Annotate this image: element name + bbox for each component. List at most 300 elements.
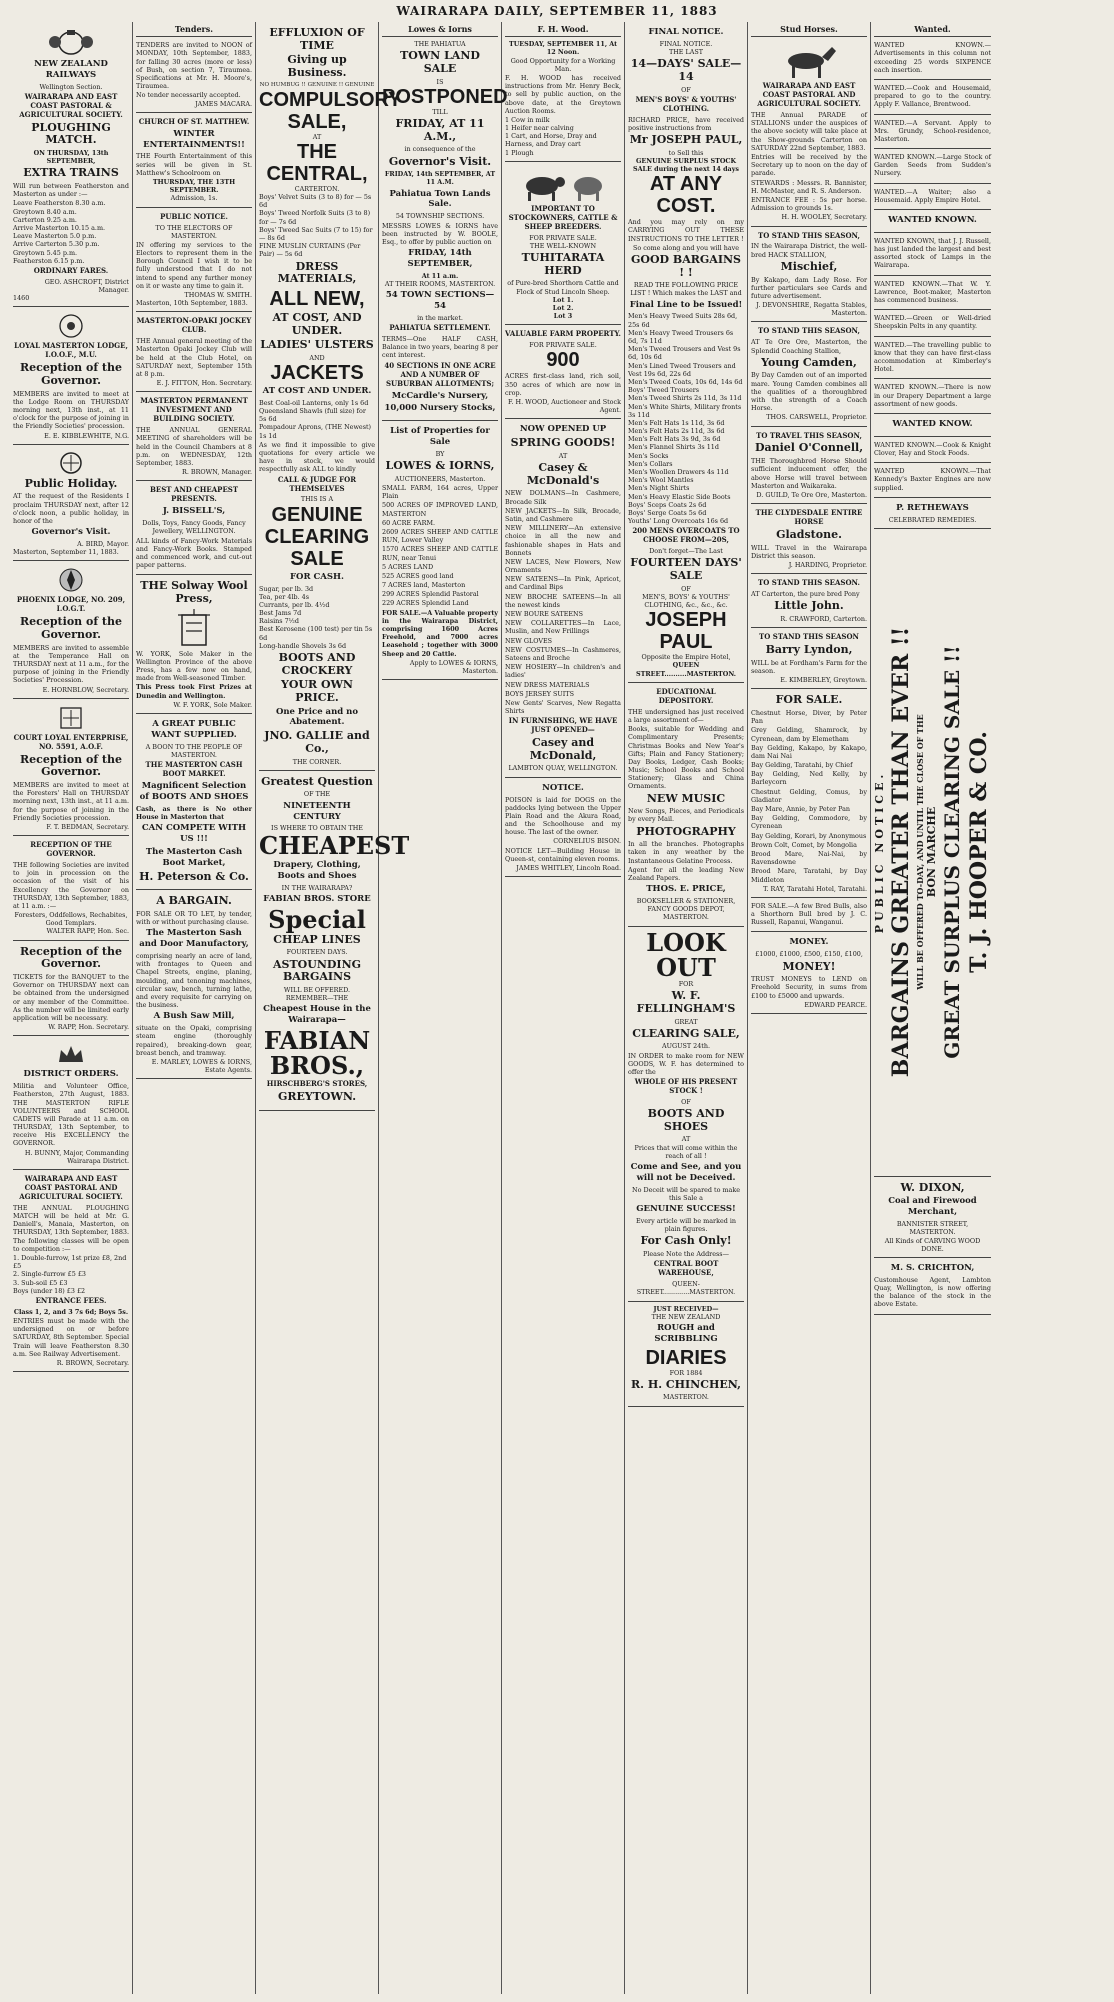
ad-bargain — [136, 890, 252, 1079]
greatest-question: Greatest Question — [261, 774, 373, 788]
governors-visit: Governor's Visit. — [388, 154, 492, 168]
queen-street: QUEEN STREET..........MASTERTON. — [635, 661, 737, 678]
dixon-sub: Coal and Firewood Merchant, — [888, 1196, 977, 1218]
bargain-mill: A Bush Saw Mill, — [153, 1011, 235, 1022]
central-price-9: Currants, per lb. 4½d — [259, 600, 330, 609]
of-word-3: OF — [681, 1098, 691, 1106]
mischief: Mischief, — [780, 259, 838, 273]
rooms: AT THEIR ROOMS, MASTERTON. — [384, 280, 496, 288]
wanted-text-5: WANTED KNOWN. — [888, 215, 977, 226]
ad-reception — [13, 836, 129, 941]
paul-item-1: Men's Heavy Tweed Trousers 6s 6d, 7s 11d — [628, 328, 734, 346]
gallie: JNO. GALLIE and Co., — [264, 729, 370, 755]
horse-2: Bay Gelding, Kakapo, by Kakapo, dam Nai Nai — [751, 743, 867, 760]
money-2: MONEY! — [782, 959, 836, 973]
wood-date: TUESDAY, SEPTEMBER 11, At 12 Noon. — [508, 40, 618, 57]
paul-item-2: Men's Tweed Trousers and Vest 9s 6d, 10s 6d — [628, 345, 741, 362]
central-price-13: Long-handle Shovels 3s 6d — [259, 641, 347, 650]
ploughing-title: PLOUGHING MATCH. — [31, 120, 111, 147]
jockey-title: MASTERTON-OPAKI JOCKEY CLUB. — [136, 316, 252, 335]
crichton: M. S. CRICHTON, — [890, 1262, 975, 1273]
tenders-body: TENDERS are invited to NOON of MONDAY, 10th September, 1883, for falling 30 acres (more or less) of Bush, on section 7, Tiraumea. Specifications at Mr. H. Moore's, Tiraumea. — [136, 41, 252, 91]
mischief-body: By Kakapo, dam Lady Rose. For further particulars see Cards and future advertisement. — [751, 275, 867, 300]
tuhitarata-herd: TUHITARATA HERD — [521, 251, 605, 277]
at-word: AT — [312, 132, 322, 141]
paul-item-15: Men's Wool Mantles — [628, 476, 694, 485]
bissell-sub: Dolls, Toys, Fancy Goods, Fancy Jewellery, WELLINGTON. — [142, 519, 246, 536]
match-sign: R. BROWN, Secretary. — [56, 1359, 129, 1367]
mens-clothing-2: MEN'S, BOYS' & YOUTHS' CLOTHING, &c., &c., &c. — [642, 592, 730, 610]
mens-clothing: MEN'S BOYS' & YOUTHS' CLOTHING. — [635, 94, 737, 113]
in-wairarapa: IN THE WAIRARAPA? — [281, 883, 353, 892]
phoenix-body: MEMBERS are invited to assemble at the Temperance Hall on THURSDAY next at 11 a.m., for the purpose of joining in the Friendly Societies' Procession. — [13, 643, 129, 685]
reception-body: THE following Societies are invited to join in procession on the occasion of the visit of his Excellency the Governor on THURSDAY, 13th September, 1883, at 11 a.m. :— — [13, 860, 129, 910]
central: THE CENTRAL, — [266, 140, 368, 185]
wanted-ad-6 — [874, 233, 991, 276]
ad-church — [136, 113, 252, 208]
holiday-body: AT the request of the Residents I proclaim THURSDAY next, after 12 o'clock noon, a public holiday, in honor of the — [13, 492, 129, 525]
clydesdale: THE CLYDESDALE ENTIRE HORSE — [755, 508, 863, 527]
ad-bulls — [751, 898, 867, 933]
match-class-2: 3. Sub-soil £5 £3 — [13, 1278, 68, 1287]
ad-properties — [382, 421, 498, 680]
thos-sub: BOOKSELLER & STATIONER, FANCY GOODS DEPOT, MASTERTON. — [636, 897, 736, 922]
fortnight: FOURTEEN DAYS. — [286, 948, 348, 957]
joseph-paul: JOSEPH PAUL — [645, 609, 727, 654]
church-sub: WINTER ENTERTAINMENTS!! — [143, 128, 245, 150]
bargains-greater: BARGAINS GREATER THAN EVER !! — [887, 627, 914, 1078]
by-word: BY — [435, 450, 445, 458]
good-5: NEW BROCHE SATEENS—In all the newest kinds — [505, 592, 621, 609]
central-price-10: Best Jams 7d — [259, 609, 302, 618]
central-price-8: Tea, per 4lb. 4s — [259, 592, 309, 601]
great-word: GREAT — [674, 1017, 698, 1026]
whole-stock: WHOLE OF HIS PRESENT STOCK ! — [634, 1077, 738, 1096]
agent: Agent for all the leading New Zealand Papers. — [628, 865, 744, 883]
educational: EDUCATIONAL DEPOSITORY. — [656, 686, 716, 705]
boots-sub: Magnificent Selection of BOOTS AND SHOES — [139, 780, 249, 802]
church-admit: Admission, 1s. — [170, 194, 218, 203]
lot-1: Lot 1. — [552, 295, 574, 304]
hooper: T. J. HOOPER & CO. — [965, 731, 992, 974]
just-received: JUST RECEIVED— — [653, 1304, 719, 1313]
ad-dixon — [874, 1177, 991, 1258]
central-place: CARTERTON. — [294, 184, 340, 193]
farm-acres: 900 — [546, 349, 580, 372]
auctioneers: AUCTIONEERS, Masterton. — [394, 474, 486, 483]
john-body: AT Carterton, the pure bred Pony — [751, 590, 860, 599]
good-3: NEW LACES, New Flowers, New Ornaments — [505, 557, 621, 575]
township: in the market. — [417, 313, 463, 322]
ad-casey — [505, 419, 621, 777]
money-2-body: TRUST MONEYS to LEND on Freehold Security, in sums from £100 to £5000 and upwards. — [751, 975, 867, 1000]
bissell-name: J. BISSELL'S, — [162, 506, 226, 517]
property-7: 7 ACRES land, Masterton — [382, 581, 466, 590]
good-opportunity: Good Opportunity for a Working Man. — [510, 56, 616, 73]
lowes-apply: Apply to LOWES & IORNS, Masterton. — [409, 658, 498, 675]
reception-list: Foresters, Oddfellows, Rechabites, Good Templars. — [14, 911, 128, 928]
paul-item-5: Boys' Tweed Trousers — [628, 386, 700, 395]
ad-herd — [505, 162, 621, 325]
chinchen: R. H. CHINCHEN, — [631, 1377, 741, 1391]
kimberley: E. KIMBERLEY, Greytown. — [780, 676, 867, 685]
wanted-ad-14 — [874, 498, 991, 529]
stand-2-body: AT Te Ore Ore, Masterton, the Splendid Coaching Stallion, — [751, 338, 867, 355]
the-last: THE LAST — [668, 48, 704, 57]
ad-diaries — [628, 1302, 744, 1407]
the-pahiatua: THE PAHIATUA — [414, 40, 466, 49]
wanted-ad-2 — [874, 115, 991, 150]
wanted-ad-13 — [874, 463, 991, 498]
crown-icon — [51, 1042, 91, 1066]
rough-scribbling: ROUGH and SCRIBBLING — [654, 1322, 718, 1344]
genuine-success: GENUINE SUCCESS! — [636, 1204, 736, 1215]
photography: PHOTOGRAPHY — [636, 824, 736, 838]
paul-item-4: Men's Tweed Coats, 10s 6d, 14s 6d — [628, 377, 743, 386]
wool-sign: W. F. YORK, Sole Maker. — [173, 700, 252, 709]
private-sale-2: FOR PRIVATE SALE. — [529, 341, 597, 350]
horse-10: Brood Mare, Nai-Nai, by Ravensdowne — [751, 849, 867, 867]
match-class-0: 1. Double-furrow, 1st prize £8, 2nd £5 — [13, 1253, 127, 1271]
overcoats: 200 MENS OVERCOATS TO CHOOSE FROM—20S, — [632, 526, 740, 545]
ad-tenders — [136, 37, 252, 113]
good-8: NEW GLOVES — [505, 636, 552, 645]
fabian-store: FABIAN BROS. STORE — [263, 893, 371, 904]
train-line-2: Carterton 9.25 a.m. — [13, 215, 77, 224]
at-cost-2: AT COST AND UNDER. — [262, 385, 372, 396]
cheapest-house: Cheapest House in the Wairarapa— — [263, 1004, 371, 1026]
wood-heading: F. H. Wood. — [505, 22, 621, 37]
bargain-sign: E. MARLEY, LOWES & IORNS, Estate Agents. — [151, 1057, 252, 1075]
read-list: READ THE FOLLOWING PRICE LIST ! Which makes the LAST and — [630, 281, 742, 298]
bargain-detail: comprising nearly an acre of land, with frontages to Queen and Chapel Streets, engine, planing, moulding, and tenoning machines, circular saw, bench, turning lathe, and every requisite for carrying on the business. — [136, 951, 252, 1010]
good-bargains: GOOD BARGAINS ! ! — [631, 252, 741, 279]
pahiatua-sale: Pahiatua Town Lands Sale. — [389, 188, 491, 210]
stocks: 10,000 Nursery Stocks, — [384, 403, 496, 414]
ad-match — [13, 1170, 129, 1372]
holiday-sign: A. BIRD, Mayor. — [77, 540, 129, 549]
genuine: GENUINE — [271, 503, 363, 526]
paul-item-19: Boys' Serge Coats 5s 6d — [628, 508, 707, 517]
terms: TERMS—One HALF CASH, Balance in two years, bearing 8 per cent interest. — [382, 335, 498, 360]
railways-sub: Wellington Section. — [39, 82, 103, 91]
ad-little-john — [751, 574, 867, 628]
wool-body: W. YORK, Sole Maker in the Wellington Province of the above Press, has a few now on hand, made from Well-seasoned Timber. — [136, 649, 252, 683]
at-word-5: AT — [558, 451, 568, 460]
bargain-body: FOR SALE OR TO LET, by tender, with or without purchasing clause. — [136, 909, 252, 927]
district-sign: H. BUNNY, Major, Commanding Wairarapa District. — [24, 1148, 129, 1165]
hirschberg: HIRSCHBERG'S STORES, — [266, 1079, 368, 1089]
for-cash-only: For Cash Only! — [640, 1234, 732, 1248]
ploughing-date: ON THURSDAY, 13th SEPTEMBER, — [33, 149, 109, 166]
lot-2: Lot 2. — [552, 303, 574, 312]
wanted-text-2: WANTED.—A Servant. Apply to Mrs. Grundy, School-residence, Masterton. — [874, 118, 991, 143]
poison-sign: CORNELIUS BISON. — [553, 837, 621, 846]
wood-item-2: 1 Cart, and Horse, Dray and Harness, and Dray cart — [505, 132, 597, 149]
look-out: LOOK OUT — [646, 927, 726, 982]
at-cost: AT COST, AND UNDER. — [272, 310, 362, 337]
entries: Entries will be received by the Secretary up to noon on the day of parade. — [751, 153, 867, 178]
stallion-sign: H. H. WOOLEY, Secretary. — [781, 213, 867, 222]
horse-5: Chestnut Gelding, Comus, by Gladiator — [751, 787, 867, 804]
central-price-7: Sugar, per lb. 3d — [259, 584, 314, 593]
wanted-text-8: WANTED.—Green or Well-dried Sheepskin Pelts in any quantity. — [874, 314, 991, 331]
ad-phoenix — [13, 561, 129, 698]
property-5: 5 ACRES LAND — [382, 562, 434, 571]
horse-1: Grey Gelding, Shamrock, by Cyrenean, dam by Elemetham — [751, 726, 867, 743]
is-word: IS — [436, 77, 444, 86]
ad-central — [259, 22, 402, 771]
farm-acres-text: ACRES first-class land, rich soil, 350 acres of which are now in crop. — [505, 372, 621, 397]
wanted-text-3: WANTED KNOWN.—Large Stock of Garden Seeds from Sudden's Nursery. — [874, 153, 991, 178]
money-amounts: £1000, £1000, £500, £150, £100, — [755, 950, 863, 959]
building-body: THE ANNUAL GENERAL MEETING of shareholders will be held in the Council Chambers at 8 p.m. on WEDNESDAY, 12th September, 1883. — [136, 426, 252, 468]
final-notice: FINAL NOTICE. — [648, 27, 724, 37]
stewards: STEWARDS : Messrs. R. Bannister, H. McMaster, and R. S. Anderson. — [751, 178, 867, 195]
dixon-addr: BANNISTER STREET, MASTERTON. — [896, 1220, 969, 1237]
town-land-sale: TOWN LAND SALE — [400, 49, 480, 76]
wanted-ad-1 — [874, 80, 991, 115]
cattle-illustration-icon — [518, 168, 608, 202]
column-5 — [502, 22, 625, 1994]
boots-body: A BOON TO THE PEOPLE OF MASTERTON. — [145, 742, 243, 759]
lodge-title: LOYAL MASTERTON LODGE, I.O.O.F., M.U. — [14, 341, 128, 360]
paul-item-18: Boys' Sceps Coats 2s 6d — [628, 500, 707, 509]
lodge-sign: E. E. KIBBLEWHITE, N.G. — [44, 431, 129, 440]
paul-item-3: Men's Lined Tweed Trousers and Vest 19s 6d, 22s 6d — [628, 361, 736, 378]
column-7 — [748, 22, 871, 1994]
wanted-ad-5 — [874, 210, 991, 233]
wanted-text-9: WANTED.—The travelling public to know that they can have first-class accommodation at Kimberley's Hotel. — [874, 340, 991, 374]
ad-price — [628, 683, 744, 927]
oddfellows-emblem-icon — [51, 313, 91, 339]
paul-item-10: Men's Felt Hats 3s 9d, 3s 6d — [628, 435, 721, 444]
wanted-text-13: WANTED KNOWN.—That Kennedy's Baxter Engines are now supplied. — [874, 467, 991, 492]
for-1884: FOR 1884 — [669, 1368, 703, 1377]
harding: J. HARDING, Proprietor. — [788, 560, 867, 569]
horse-9: Brown Colt, Comet, by Mongolia — [751, 840, 857, 849]
good-4: NEW SATEENS—In Pink, Apricot, and Cardinal Bips — [505, 575, 621, 592]
ad-boot-market — [136, 714, 252, 890]
property-1: 500 ACRES OF IMPROVED LAND, MASTERTON — [382, 501, 498, 518]
nineteenth: NINETEENTH CENTURY — [283, 800, 351, 822]
wanted-ad-0 — [874, 37, 991, 80]
central-call: CALL & JUDGE FOR THEMSELVES — [277, 474, 357, 493]
ad-building — [136, 392, 252, 481]
at-word-6: AT — [681, 1135, 691, 1144]
wanted-text-15: CELEBRATED REMEDIES. — [888, 515, 977, 524]
to-the-letter: And you may rely on my CARRYING OUT THESE INSTRUCTIONS TO THE LETTER ! — [628, 218, 744, 243]
lodge-body: MEMBERS are invited to meet at the Lodge Room on THURSDAY morning next, 13th inst., at 11 o'clock for the purpose of joining in the Friendly Societies' procession. — [13, 389, 129, 431]
clearing-sale-6: CLEARING SALE, — [632, 1026, 740, 1040]
train-line-4: Leave Masterton 5.0 p.m. — [13, 232, 97, 241]
train-line-0: Leave Featherston 8.30 a.m. — [13, 199, 106, 208]
central-price-3: FINE MUSLIN CURTAINS (Per Pair) — 5s 6d — [259, 242, 361, 259]
ad-barry — [751, 628, 867, 689]
travel: TO TRAVEL THIS SEASON, — [756, 430, 862, 440]
for-cash: FOR CASH. — [290, 571, 344, 582]
church-body: THE Fourth Entertainment of this series will be given in St. Matthew's Schoolroom on — [136, 152, 252, 177]
good-2: NEW MILLINERY—An extensive choice in all the new and fashionable shapes in Hats and Bonnets — [505, 524, 621, 557]
the-corner: THE CORNER. — [292, 757, 342, 766]
sections: 54 TOWNSHIP SECTIONS. — [395, 212, 485, 221]
drapery: Drapery, Clothing, Boots and Shoes — [273, 859, 361, 881]
horse-11: Brood Mare, Taratahi, by Day Middleton — [751, 867, 867, 884]
reception-title: RECEPTION OF THE GOVERNOR. — [30, 840, 112, 859]
column-6 — [625, 22, 748, 1994]
good-13: New Gents' Scarves, New Regatta Shirts — [505, 698, 621, 716]
phoenix-head: Reception of the Governor. — [20, 615, 122, 641]
paul-item-17: Men's Heavy Elastic Side Boots — [628, 492, 731, 501]
poison-body: POISON is laid for DOGS on the paddocks lying between the Upper Plain Road and the Akura Road, and the Schoolhouse and my house. The last of the owner. — [505, 795, 621, 837]
ladies-ulsters: LADIES' ULSTERS — [260, 338, 374, 352]
court-body: MEMBERS are invited to meet at the Foresters' Hall on THURSDAY morning next, 13th inst., at 11 a.m. for the purpose of joining in the Friendly Societies procession. — [13, 780, 129, 822]
bargain-name: The Masterton Sash and Door Manufactory, — [139, 928, 249, 950]
wood-item-3: 1 Plough — [505, 148, 534, 157]
paul-item-11: Men's Flannel Shirts 3s 11d — [628, 443, 719, 452]
spring-goods: SPRING GOODS! — [510, 436, 616, 450]
wanted-text-11: WANTED KNOW. — [892, 418, 973, 429]
good-12: BOYS JERSEY SUITS — [505, 689, 574, 698]
new-zealand: THE NEW ZEALAND — [651, 1312, 721, 1321]
devonshire: J. DEVONSHIRE, Regatta Stables, Masterton. — [756, 301, 867, 318]
court-title: COURT LOYAL ENTERPRISE, NO. 5591, A.O.F. — [13, 732, 129, 751]
fabian-bros: FABIAN BROS., — [263, 1025, 371, 1081]
good-1: NEW JACKETS—In Silk, Brocade, Satin, and Cashmere — [505, 506, 621, 523]
daniel-oconnell: Daniel O'Connell, — [754, 441, 864, 455]
match-body: THE ANNUAL PLOUGHING MATCH will be held at Mr. G. Daniell's, Manaia, Masterton, on THURSDAY, 13th September, 1883. The following classes will be open to competition :— — [13, 1203, 129, 1253]
wanted-text-6: WANTED KNOWN, that J. J. Russell, has just landed the largest and best assorted stock of Lamps in the Wairarapa. — [874, 236, 991, 270]
court-sign: F. T. BEDMAN, Secretary. — [46, 822, 129, 831]
come-along: So come along and you will have — [632, 243, 740, 252]
good-0: NEW DOLMANS—In Cashmere, Brocade Silk — [505, 489, 621, 506]
jockey-sign: E. J. FITTON, Hon. Secretary. — [156, 379, 252, 388]
boots-title: A GREAT PUBLIC WANT SUPPLIED. — [151, 718, 237, 740]
compulsory: COMPULSORY — [259, 88, 402, 111]
ad-gladstone — [751, 504, 867, 574]
ad-holiday — [13, 445, 129, 562]
holiday-title: Public Holiday. — [24, 476, 118, 490]
crichton-body: Customhouse Agent, Lambton Quay, Wellington, is now offering the balance of the stock in the above Estate. — [874, 1275, 991, 1309]
wanted-text-4: WANTED.—A Waiter; also a Housemaid. Apply Empire Hotel. — [874, 187, 991, 204]
final-line: Final Line to be Issued! — [629, 299, 743, 310]
templar-emblem-icon — [51, 567, 91, 593]
mr-joseph-paul: Mr JOSEPH PAUL, — [629, 133, 743, 146]
bargain-mill-detail: situate on the Opaki, comprising steam engine (thoroughly repaired), breaking-down gear, breast bench, and tramway. — [136, 1024, 252, 1057]
bulls-body: FOR SALE.—A few Bred Bulls, also a Shorthorn Bull bred by J. C. Russell, Rapanui, Wanganui. — [751, 901, 867, 927]
ad-reception-2 — [13, 941, 129, 1037]
match-title: WAIRARAPA AND EAST COAST PASTORAL AND AGRICULTURAL SOCIETY. — [19, 1174, 123, 1201]
boots-crockery: BOOTS AND CROCKERY — [278, 651, 356, 677]
ad-court — [13, 699, 129, 836]
opposite-empire: Opposite the Empire Hotel, — [641, 653, 731, 662]
ad-crichton — [874, 1258, 991, 1315]
wood-item-0: 1 Cow in milk — [505, 115, 550, 124]
reception2-sign: W. RAPP, Hon. Secretary. — [48, 1023, 129, 1032]
friday-11: FRIDAY, AT 11 A.M., — [395, 117, 485, 143]
central-price-12: Best Kerosene (100 test) per tin 5s 6d — [259, 625, 373, 642]
paul-item-12: Men's Socks — [628, 451, 669, 460]
wood-item-1: 1 Heifer near calving — [505, 124, 574, 133]
at-any-cost: AT ANY COST. — [649, 173, 723, 218]
ad-bissell — [136, 481, 252, 575]
entrance-fee: ENTRANCE FEE : 5s per horse. Admission to grounds 1s. — [751, 195, 867, 213]
clearing-sale: CLEARING SALE — [264, 525, 370, 570]
property-8: 299 ACRES Splendid Pastoral — [382, 590, 479, 599]
bon-marche: BON MARCHE — [924, 807, 938, 898]
astounding: ASTOUNDING BARGAINS — [272, 957, 362, 984]
remember: REMEMBER—THE — [285, 994, 349, 1003]
royal-arms-icon — [41, 28, 101, 56]
notice-sign: THOMAS W. SMITH. — [184, 291, 252, 300]
ad-public-notice — [136, 208, 252, 313]
reception2-title: Reception of the Governor. — [20, 944, 122, 971]
paul-item-8: Men's Felt Hats 1s 11d, 3s 6d — [628, 418, 725, 427]
surplus-stock: GENUINE SURPLUS STOCK SALE during the next 14 days — [632, 156, 740, 174]
holiday-foot: Masterton, September 11, 1883. — [13, 548, 119, 557]
bargain-title: A BARGAIN. — [156, 894, 232, 908]
paul-item-0: Men's Heavy Tweed Suits 28s 6d, 25s 6d — [628, 312, 738, 329]
offered: WILL BE OFFERED. — [283, 985, 351, 994]
and-word: AND — [309, 353, 325, 362]
wanted-ad-4 — [874, 184, 991, 210]
lowes-heading: Lowes & Iorns — [382, 22, 498, 37]
paul-item-14: Men's Woollen Drawers 4s 11d — [628, 468, 729, 477]
building-title: MASTERTON PERMANENT INVESTMENT AND BUILDING SOCIETY. — [140, 396, 248, 424]
boots-name: THE MASTERTON CASH BOOT MARKET. — [145, 760, 243, 778]
special: Special — [268, 904, 366, 934]
train-line-5: Arrive Carterton 5.30 p.m. — [13, 240, 100, 249]
nursery: McCardle's Nursery, — [391, 390, 489, 401]
wool-prize: This Press took First Prizes at Dunedin and Wellington. — [136, 683, 252, 700]
offered-until: WILL BE OFFERED TO-DAY, AND UNTIL THE CLOSE OF THE — [914, 714, 925, 991]
price-instructions: RICHARD PRICE, have received positive instructions from — [628, 115, 744, 132]
boots-market: The Masterton Cash Boot Market, — [145, 846, 243, 868]
horse-3: Bay Gelding, Taratahi, by Chief — [751, 761, 853, 770]
newspaper-columns — [10, 22, 1110, 1994]
cheap-lines: CHEAP LINES — [273, 932, 361, 946]
ad-poison — [505, 778, 621, 878]
important-stockowners: IMPORTANT TO STOCKOWNERS, CATTLE & SHEEP BREEDERS. — [508, 203, 618, 231]
thos-price: THOS. E. PRICE, — [646, 884, 726, 895]
column-4 — [379, 22, 508, 1994]
queen-street-2: QUEEN-STREET.............MASTERTON. — [636, 1280, 736, 1297]
good-11: NEW DRESS MATERIALS — [505, 680, 590, 689]
ray-sign: T. RAY, Taratahi Hotel, Taratahi. — [763, 884, 867, 893]
one-price: One Price and no Abatement. — [275, 706, 359, 728]
central-note: As we find it impossible to give quotations for every article we have in stock, we would respectfully ask ALL to kindly — [259, 440, 375, 474]
ad-lodge — [13, 307, 129, 444]
your-own-price: YOUR OWN PRICE. — [281, 678, 353, 704]
now-opened: NOW OPENED UP — [519, 424, 607, 435]
good-10: NEW HOSIERY—In children's and ladies' — [505, 663, 621, 680]
column-8 — [871, 22, 994, 1994]
wanted-text-1: WANTED.—Cook and Housemaid, prepared to go to the country. Apply F. Vallance, Brentwood. — [874, 83, 991, 109]
chinchen-town: MASTERTON. — [663, 1393, 709, 1402]
sections-2: 40 SECTIONS IN ONE ACRE AND A NUMBER OF SUBURBAN ALLOTMENTS; — [384, 360, 496, 388]
notice-title: PUBLIC NOTICE. — [160, 211, 228, 221]
property-6: 525 ACRES good land — [382, 571, 454, 580]
gladstone-body: WILL Travel in the Wairarapa District this season. — [751, 543, 867, 560]
phoenix-sign: E. HORNBLOW, Secretary. — [42, 685, 129, 694]
property-list: List of Properties for Sale — [390, 426, 490, 448]
bissell-body: ALL kinds of Fancy-Work Materials and Fancy-Work Books. Stamped and commenced work, and cut-out paper patterns. — [136, 536, 252, 570]
ad-oconnell — [751, 427, 867, 505]
horse-0: Chestnut Horse, Diver, by Peter Pan — [751, 708, 867, 726]
good-7: NEW COLLARETTES—In Lace, Muslin, and New Frillings — [505, 619, 621, 636]
wanted-text-10: WANTED KNOWN.—There is now in our Drapery Department a large assortment of new goods. — [874, 383, 991, 408]
sale-word: SALE, — [287, 110, 347, 133]
